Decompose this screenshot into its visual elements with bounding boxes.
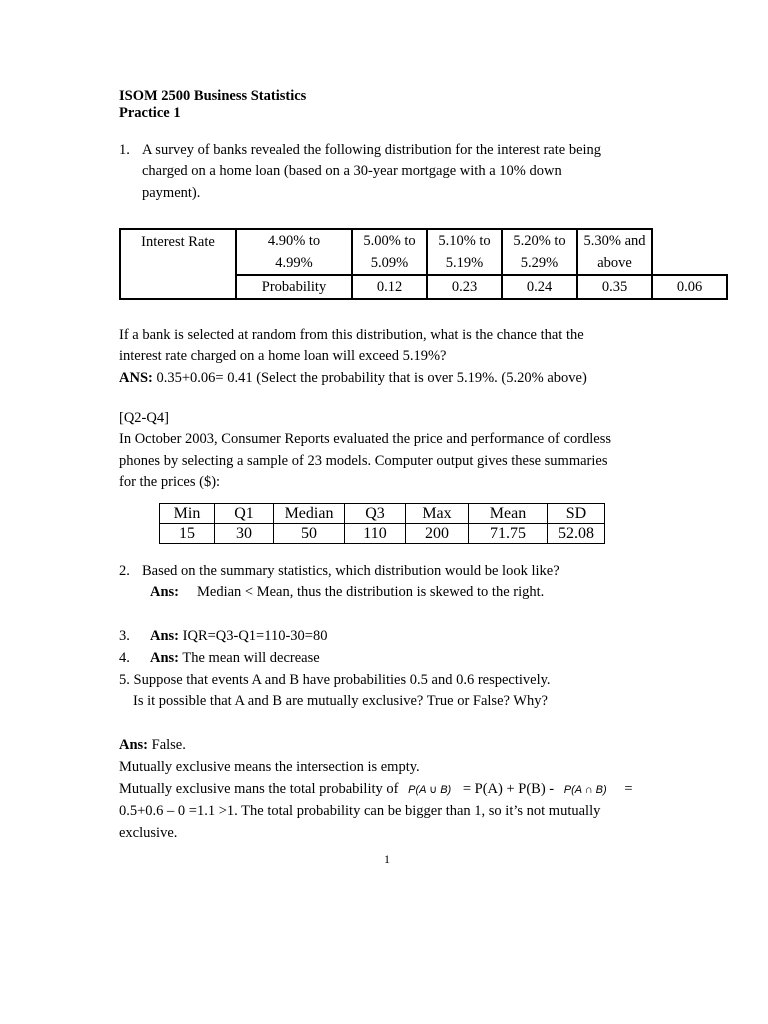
q1-text-line-3: payment). — [142, 185, 201, 201]
q4-answer-label: Ans: — [150, 650, 180, 666]
q1-answer — [119, 368, 587, 390]
q4-number: 4. — [119, 650, 130, 666]
q5-explanation-line-4: exclusive. — [119, 825, 178, 841]
stats-value-cell: 15 — [160, 524, 215, 544]
probability-cell: 0.06 — [652, 275, 727, 299]
intro-line-1: In October 2003, Consumer Reports evaluated the price and performance of cordless — [119, 431, 612, 447]
q4-answer — [150, 648, 320, 670]
rate-range-cell: 5.00% to 5.09% — [352, 229, 427, 275]
interest-rate-header: Interest Rate — [120, 229, 236, 299]
q1-number: 1. — [119, 142, 130, 158]
stats-value-cell: 200 — [406, 524, 469, 544]
probability-cell: 0.12 — [352, 275, 427, 299]
q1-question-line-2: interest rate charged on a home loan will exceed 5.19%? — [119, 348, 447, 364]
stats-value-cell: 71.75 — [469, 524, 548, 544]
stats-header-cell: Median — [274, 504, 345, 524]
q4-answer-text: The mean will decrease — [179, 650, 320, 666]
q2-answer-text: Median < Mean, thus the distribution is skewed to the right. — [197, 584, 545, 600]
q2-answer-label: Ans: — [150, 584, 180, 600]
intersection-formula: P(A ∩ B) — [563, 784, 607, 796]
probability-header: Probability — [236, 275, 352, 299]
interest-rate-table — [119, 228, 728, 300]
q3-answer — [150, 626, 327, 648]
intro-line-2: phones by selecting a sample of 23 models. Computer output gives these summaries — [119, 453, 608, 469]
q3-answer-text: IQR=Q3-Q1=110-30=80 — [179, 628, 328, 644]
stats-value-cell: 52.08 — [548, 524, 605, 544]
explanation-text: = P(A) + P(B) - — [462, 781, 555, 797]
probability-cell: 0.23 — [427, 275, 502, 299]
q1-answer-text: 0.35+0.06= 0.41 (Select the probability that is over 5.19%. (5.20% above) — [152, 370, 587, 386]
course-title: ISOM 2500 Business Statistics — [119, 88, 307, 104]
q5-explanation-line-3: 0.5+0.6 – 0 =1.1 >1. The total probability can be bigger than 1, so it’s not mutually — [119, 803, 601, 819]
q5-explanation-line-1: Mutually exclusive means the intersection is empty. — [119, 759, 420, 775]
q5-line-2: Is it possible that A and B are mutually exclusive? True or False? Why? — [133, 693, 548, 709]
explanation-text: Mutually exclusive mans the total probability of — [119, 781, 399, 797]
q5-answer-text: False. — [148, 737, 186, 753]
equals-sign: = — [624, 781, 633, 797]
stats-header-cell: Max — [406, 504, 469, 524]
intro-line-3: for the prices ($): — [119, 474, 221, 490]
page-number: 1 — [384, 852, 390, 866]
q5-explanation-line-2 — [119, 779, 633, 802]
stats-header-cell: Mean — [469, 504, 548, 524]
stats-value-cell: 110 — [345, 524, 406, 544]
q5-answer-label: Ans: — [119, 737, 149, 753]
q5-answer — [119, 735, 186, 757]
q1-answer-label: ANS: — [119, 370, 153, 386]
summary-stats-table — [159, 503, 605, 544]
stats-header-cell: Q1 — [215, 504, 274, 524]
rate-range-cell: 5.10% to 5.19% — [427, 229, 502, 275]
q1-text-line-1: A survey of banks revealed the following distribution for the interest rate being — [142, 142, 602, 158]
probability-cell: 0.35 — [577, 275, 652, 299]
union-formula: P(A ∪ B) — [408, 784, 452, 796]
stats-header-cell: Q3 — [345, 504, 406, 524]
stats-value-cell: 30 — [215, 524, 274, 544]
q5-line-1: 5. Suppose that events A and B have probabilities 0.5 and 0.6 respectively. — [119, 672, 551, 688]
stats-header-cell: Min — [160, 504, 215, 524]
probability-cell: 0.24 — [502, 275, 577, 299]
table-row — [160, 524, 605, 544]
q1-question-line-1: If a bank is selected at random from this distribution, what is the chance that the — [119, 327, 584, 343]
q2-text: Based on the summary statistics, which distribution would be look like? — [142, 563, 560, 579]
q3-number: 3. — [119, 628, 130, 644]
q3-answer-label: Ans: — [150, 628, 180, 644]
practice-title: Practice 1 — [119, 105, 181, 121]
rate-range-cell: 5.20% to 5.29% — [502, 229, 577, 275]
q2-number: 2. — [119, 563, 130, 579]
rate-range-cell: 5.30% and above — [577, 229, 652, 275]
table-row — [120, 229, 727, 275]
stats-header-cell: SD — [548, 504, 605, 524]
section-heading-q2-q4: [Q2-Q4] — [119, 410, 169, 426]
rate-range-cell: 4.90% to 4.99% — [236, 229, 352, 275]
stats-value-cell: 50 — [274, 524, 345, 544]
q1-text-line-2: charged on a home loan (based on a 30-year mortgage with a 10% down — [142, 163, 562, 179]
table-row — [160, 504, 605, 524]
